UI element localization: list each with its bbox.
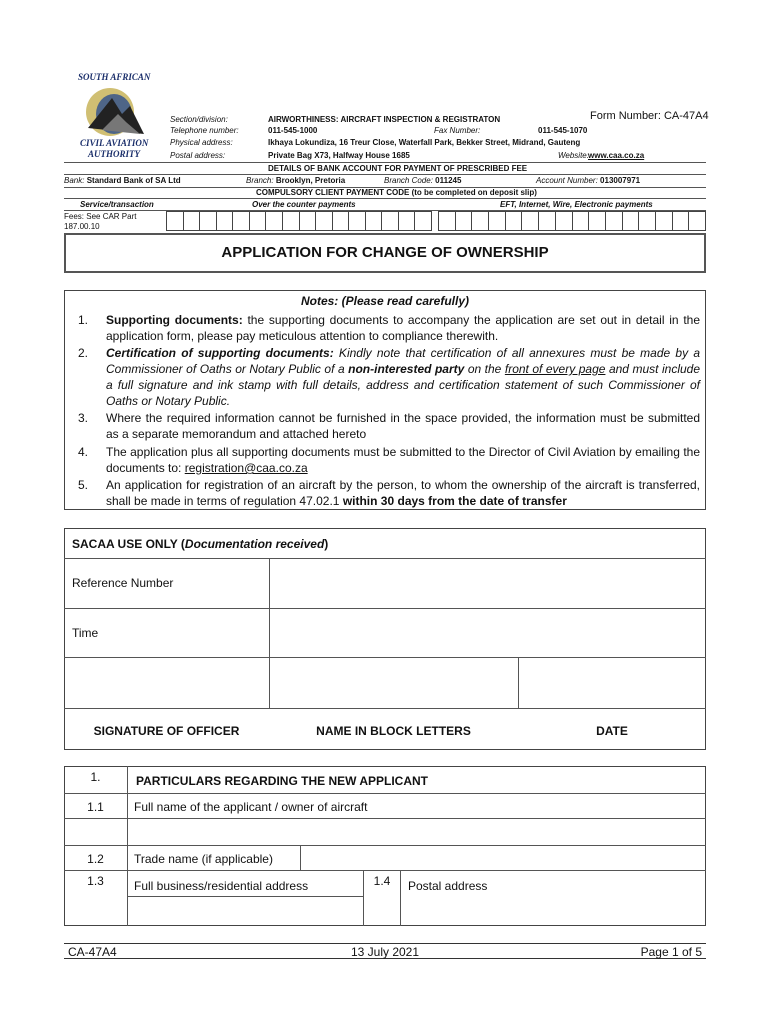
postal-label: Postal address: [170,151,226,160]
section-1-num: 1. [90,770,101,784]
account-value: 013007971 [600,176,641,185]
title-box [64,233,706,273]
reference-number-label: Reference Number [72,576,174,590]
footer [64,943,706,959]
business-address-field[interactable] [128,897,363,925]
counter-payment-code-boxes[interactable] [166,211,432,231]
page-title: APPLICATION FOR CHANGE OF OWNERSHIP [221,244,549,261]
row-1-3-label: Full business/residential address [134,879,309,893]
postal-address-field[interactable] [401,897,705,925]
section-label: Section/division: [170,115,228,124]
time-label: Time [72,626,99,640]
row-1-1-num: 1.1 [87,800,104,814]
signature-of-officer-label: SIGNATURE OF OFFICER [93,724,240,738]
footer-date: 13 July 2021 [350,945,420,959]
bank-value: Standard Bank of SA Ltd [86,176,181,185]
fax-label: Fax Number: [434,126,481,135]
name-in-block-letters-label: NAME IN BLOCK LETTERS [316,724,471,738]
eft-payment-code-boxes[interactable] [438,211,706,231]
physical-value: Ikhaya Lokundiza, 16 Treur Close, Waterfall Park, Bekker Street, Midrand, Gauteng [268,138,581,147]
sacaa-emblem-icon [82,84,146,140]
website-label: Website: [558,151,589,160]
website-link[interactable]: www.caa.co.za [588,151,645,160]
row-1-2-label: Trade name (if applicable) [134,852,273,866]
notes-heading: Notes: (Please read carefully) [300,294,470,308]
service-label: Service/transaction [80,200,154,209]
row-1-2-num: 1.2 [87,852,104,866]
sacaa-heading: SACAA USE ONLY (Documentation received) [72,537,329,551]
branch-code-label: Branch Code: [384,176,433,185]
date-field[interactable] [519,658,705,708]
note-item-3: 3. Where the required information cannot be furnished in the space provided, the information must be submitted as a separate memorandum and attached hereto [78,411,700,441]
date-label: DATE [596,724,628,738]
logo [74,72,160,162]
form-number: Form Number: CA-47A4 [590,110,709,122]
telephone-label: Telephone number: [170,126,239,135]
row-1-3-num: 1.3 [87,874,104,888]
logo-top-text: SOUTH AFRICAN [78,72,151,82]
client-code-heading: COMPULSORY CLIENT PAYMENT CODE (to be completed on deposit slip) [256,188,537,197]
note-item-4: 4. The application plus all supporting documents must be submitted to the Director of Civil Aviation by emailing the documents to: registration@caa.co.za [78,445,700,475]
logo-bottom-text-1: CIVIL AVIATION [80,138,149,148]
branch-value: Brooklyn, Pretoria [275,176,346,185]
row-1-4-label: Postal address [408,879,488,893]
time-field[interactable] [270,609,705,657]
bank-label: Bank: [64,176,85,185]
registration-email-link[interactable]: registration@caa.co.za [184,461,308,475]
telephone-value: 011-545-1000 [268,126,318,135]
logo-bottom-text-2: AUTHORITY [88,149,141,159]
signature-field[interactable] [65,658,269,708]
fees-line-2: 187.00.10 [64,222,100,231]
name-block-letters-field[interactable] [270,658,518,708]
row-1-1-label: Full name of the applicant / owner of aircraft [134,800,368,814]
footer-form-code: CA-47A4 [68,945,117,959]
trade-name-field[interactable] [301,846,705,870]
branch-label: Branch: [246,176,274,185]
physical-label: Physical address: [170,138,233,147]
reference-number-field[interactable] [270,559,705,608]
row-1-4-num: 1.4 [373,874,391,888]
full-name-field[interactable] [128,819,705,845]
counter-label: Over the counter payments [252,200,356,209]
fax-value: 011-545-1070 [538,126,588,135]
section-1-heading: PARTICULARS REGARDING THE NEW APPLICANT [136,774,428,788]
note-item-1: 1. Supporting documents: the supporting documents to accompany the application are set out in detail in the application form, please pay meticulous attention to compliance therewith. [78,313,701,343]
note-item-2: 2. Certification of supporting documents: Kindly note that certification of all annexures must be made by a Commissioner of Oaths or Notary Public of a non-interested party on the front of every page and must include a full signature and ink stamp with full details, address and certification statement of such Commissioner of Oaths or Notary Public. [78,346,701,408]
bank-heading: DETAILS OF BANK ACCOUNT FOR PAYMENT OF PRESCRIBED FEE [268,164,528,173]
section-value: AIRWORTHINESS: AIRCRAFT INSPECTION & REGISTRATON [268,115,501,124]
postal-value: Private Bag X73, Halfway House 1685 [268,151,410,160]
footer-page-number: Page 1 of 5 [640,945,702,959]
branch-code-value: 011245 [435,176,462,185]
eft-label: EFT, Internet, Wire, Electronic payments [500,200,653,209]
note-item-5: 5. An application for registration of an aircraft by the person, to whom the ownership of the aircraft is transferred, shall be made in terms of regulation 47.02.1 within 30 days from the date of transfer [78,478,700,508]
fees-line-1: Fees: See CAR Part [64,212,137,221]
account-label: Account Number: [536,176,598,185]
